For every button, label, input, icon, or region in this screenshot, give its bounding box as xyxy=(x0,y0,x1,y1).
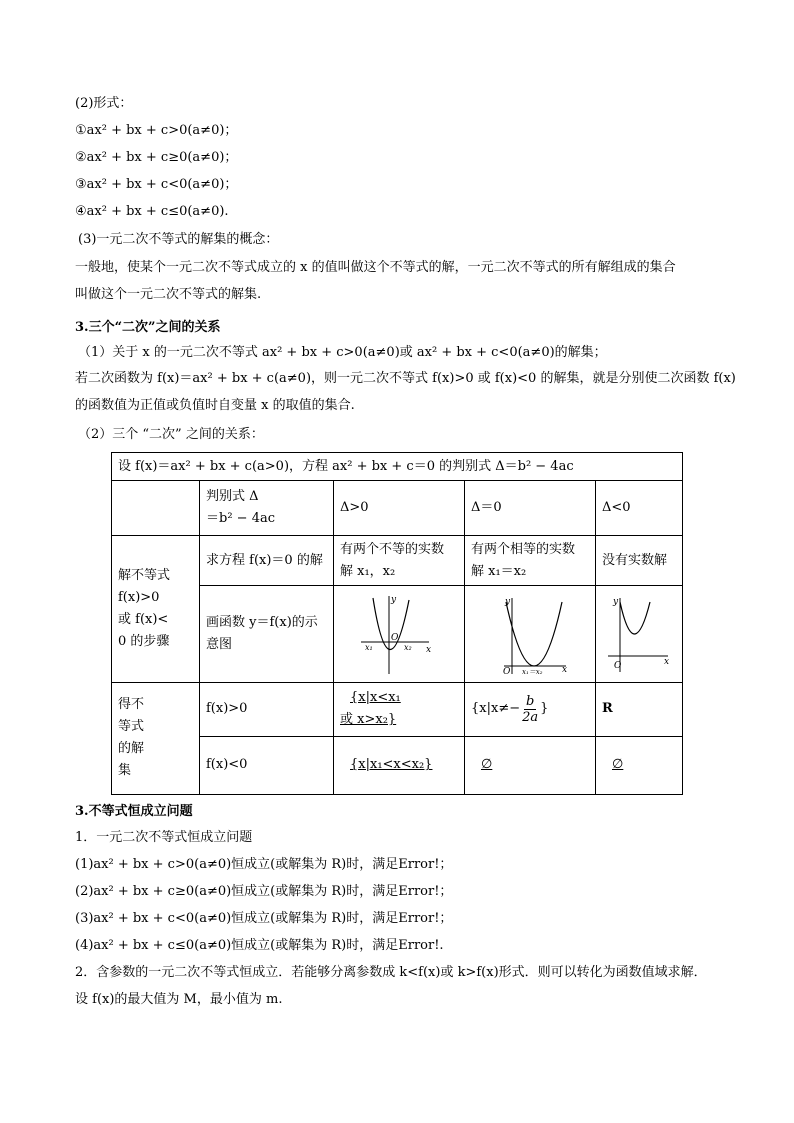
section3-p1: （1）关于 x 的一元二次不等式 ax² + bx + c>0(a≠0)或 ax² + bx + c<0(a≠0)的解集； xyxy=(78,345,607,360)
roots-double-2: 解 x₁＝x₂ xyxy=(471,563,527,579)
concept-line-2: 叫做这个一元二次不等式的解集. xyxy=(75,287,262,302)
gt-label: f(x)>0 xyxy=(200,682,334,736)
parabola-no-root-graph xyxy=(604,592,674,676)
disc-label-2: ＝b² − 4ac xyxy=(206,511,275,527)
origin-label: O xyxy=(503,667,511,677)
parabola-double-root-graph xyxy=(490,592,570,676)
form-2: ②ax² + bx + c≥0(a≠0)； xyxy=(75,150,238,165)
gt-answer-no-root: R xyxy=(596,682,683,736)
gt-answer-2-right: } xyxy=(540,701,549,717)
gt-answer-2-left: {x|x≠− xyxy=(471,701,521,717)
condition-3: (3)ax² + bx + c<0(a≠0)恒成立(或解集为 R)时，满足Error!； xyxy=(75,911,453,926)
concept-line-1: 一般地，使某个一元二次不等式成立的 x 的值叫做这个不等式的解，一元二次不等式的所有解组成的集合 xyxy=(75,260,676,275)
case-zero: Δ＝0 xyxy=(465,481,596,536)
steps-label-2: f(x)>0 xyxy=(118,589,160,605)
steps-label-4: 0 的步骤 xyxy=(118,633,170,649)
section4-sub2-line2: 设 f(x)的最大值为 M，最小值为 m. xyxy=(75,992,283,1007)
steps-label-cell xyxy=(112,536,200,682)
roots-none: 没有实数解 xyxy=(596,536,683,586)
x-axis-label: x xyxy=(426,645,432,656)
lt-answer-2: ∅ xyxy=(481,757,493,773)
case-positive: Δ>0 xyxy=(334,481,465,536)
lt-answer-1: {x|x₁<x<x₂} xyxy=(350,757,433,773)
form-4: ④ax² + bx + c≤0(a≠0). xyxy=(75,204,229,219)
gt-answer-1a: {x|x<x₁ xyxy=(350,690,401,706)
y-axis-label: y xyxy=(391,595,397,606)
empty-corner-cell xyxy=(112,481,200,536)
graph-label-cell xyxy=(200,586,334,682)
condition-2: (2)ax² + bx + c≥0(a≠0)恒成立(或解集为 R)时，满足Error!； xyxy=(75,884,453,899)
concept-heading: (3)一元二次不等式的解集的概念： xyxy=(78,232,279,247)
parabola-two-roots-graph xyxy=(359,592,439,676)
lt-answer-no-root xyxy=(596,736,683,794)
section4-sub2-line1: 2．含参数的一元二次不等式恒成立．若能够分离参数成 k<f(x)或 k>f(x)形式．则可以转化为函数值域求解． xyxy=(75,965,707,980)
steps-label-1: 解不等式 xyxy=(118,567,171,583)
gt-answer-two-roots xyxy=(334,682,465,736)
x-axis-label: x xyxy=(664,657,670,668)
origin-label: O xyxy=(391,633,399,644)
fraction-numerator: b xyxy=(525,693,535,709)
form-3: ③ax² + bx + c<0(a≠0)； xyxy=(75,177,238,192)
section4-heading: 3.不等式恒成立问题 xyxy=(75,804,193,819)
roots-two-distinct xyxy=(334,536,465,586)
steps-label-3: 或 f(x)< xyxy=(118,611,169,627)
graph-double-root xyxy=(465,586,596,682)
condition-1: (1)ax² + bx + c>0(a≠0)恒成立(或解集为 R)时，满足Error!； xyxy=(75,857,453,872)
gt-answer-double-root xyxy=(465,682,596,736)
x12-label: x₁＝x₂ xyxy=(522,668,543,677)
table-header: 设 f(x)＝ax² + bx + c(a>0)，方程 ax² + bx + c＝0 的判别式 Δ＝b² − 4ac xyxy=(112,453,683,481)
lt-answer-3: ∅ xyxy=(612,757,624,773)
solution-label-3: 的解 xyxy=(118,741,145,757)
roots-double xyxy=(465,536,596,586)
roots-two-distinct-1: 有两个不等的实数 xyxy=(340,541,445,557)
x2-label: x₂ xyxy=(404,643,412,653)
graph-label-2: 意图 xyxy=(206,637,233,653)
y-axis-label: y xyxy=(613,597,619,608)
gt-answer-2-wrap xyxy=(471,694,548,725)
roots-two-distinct-2: 解 x₁，x₂ xyxy=(340,563,396,579)
relation-table xyxy=(111,452,683,795)
fraction xyxy=(522,694,538,725)
form-heading: (2)形式： xyxy=(75,96,133,111)
section4-sub1: 1．一元二次不等式恒成立问题 xyxy=(75,830,253,845)
section3-p2-line2: 的函数值为正值或负值时自变量 x 的取值的集合. xyxy=(75,398,355,413)
solution-label-1: 得不 xyxy=(118,697,145,713)
roots-double-1: 有两个相等的实数 xyxy=(471,541,576,557)
fraction-denominator: 2a xyxy=(522,709,539,725)
condition-4: (4)ax² + bx + c≤0(a≠0)恒成立(或解集为 R)时，满足Error!. xyxy=(75,938,444,953)
disc-label-cell xyxy=(200,481,334,536)
form-1: ①ax² + bx + c>0(a≠0)； xyxy=(75,123,238,138)
roots-label: 求方程 f(x)＝0 的解 xyxy=(200,536,334,586)
gt-answer-1b: 或 x>x₂} xyxy=(340,712,397,728)
lt-answer-double-root xyxy=(465,736,596,794)
disc-label-1: 判别式 Δ xyxy=(206,489,259,505)
graph-no-root xyxy=(596,586,683,682)
solution-label-cell xyxy=(112,682,200,794)
section3-p3: （2）三个 “二次” 之间的关系： xyxy=(78,427,264,442)
solution-label-2: 等式 xyxy=(118,719,145,735)
graph-two-roots xyxy=(334,586,465,682)
graph-label-1: 画函数 y＝f(x)的示 xyxy=(206,615,318,631)
case-negative: Δ<0 xyxy=(596,481,683,536)
y-axis-label: y xyxy=(505,597,511,608)
lt-label: f(x)<0 xyxy=(200,736,334,794)
section3-p2-line1: 若二次函数为 f(x)＝ax² + bx + c(a≠0)，则一元二次不等式 f(x)>0 或 f(x)<0 的解集，就是分别使二次函数 f(x) xyxy=(75,371,736,386)
x-axis-label: x xyxy=(562,665,568,676)
solution-label-4: 集 xyxy=(118,763,132,779)
origin-label: O xyxy=(614,661,622,672)
x1-label: x₁ xyxy=(365,643,373,653)
lt-answer-two-roots xyxy=(334,736,465,794)
section3-heading: 3.三个“二次”之间的关系 xyxy=(75,320,221,335)
